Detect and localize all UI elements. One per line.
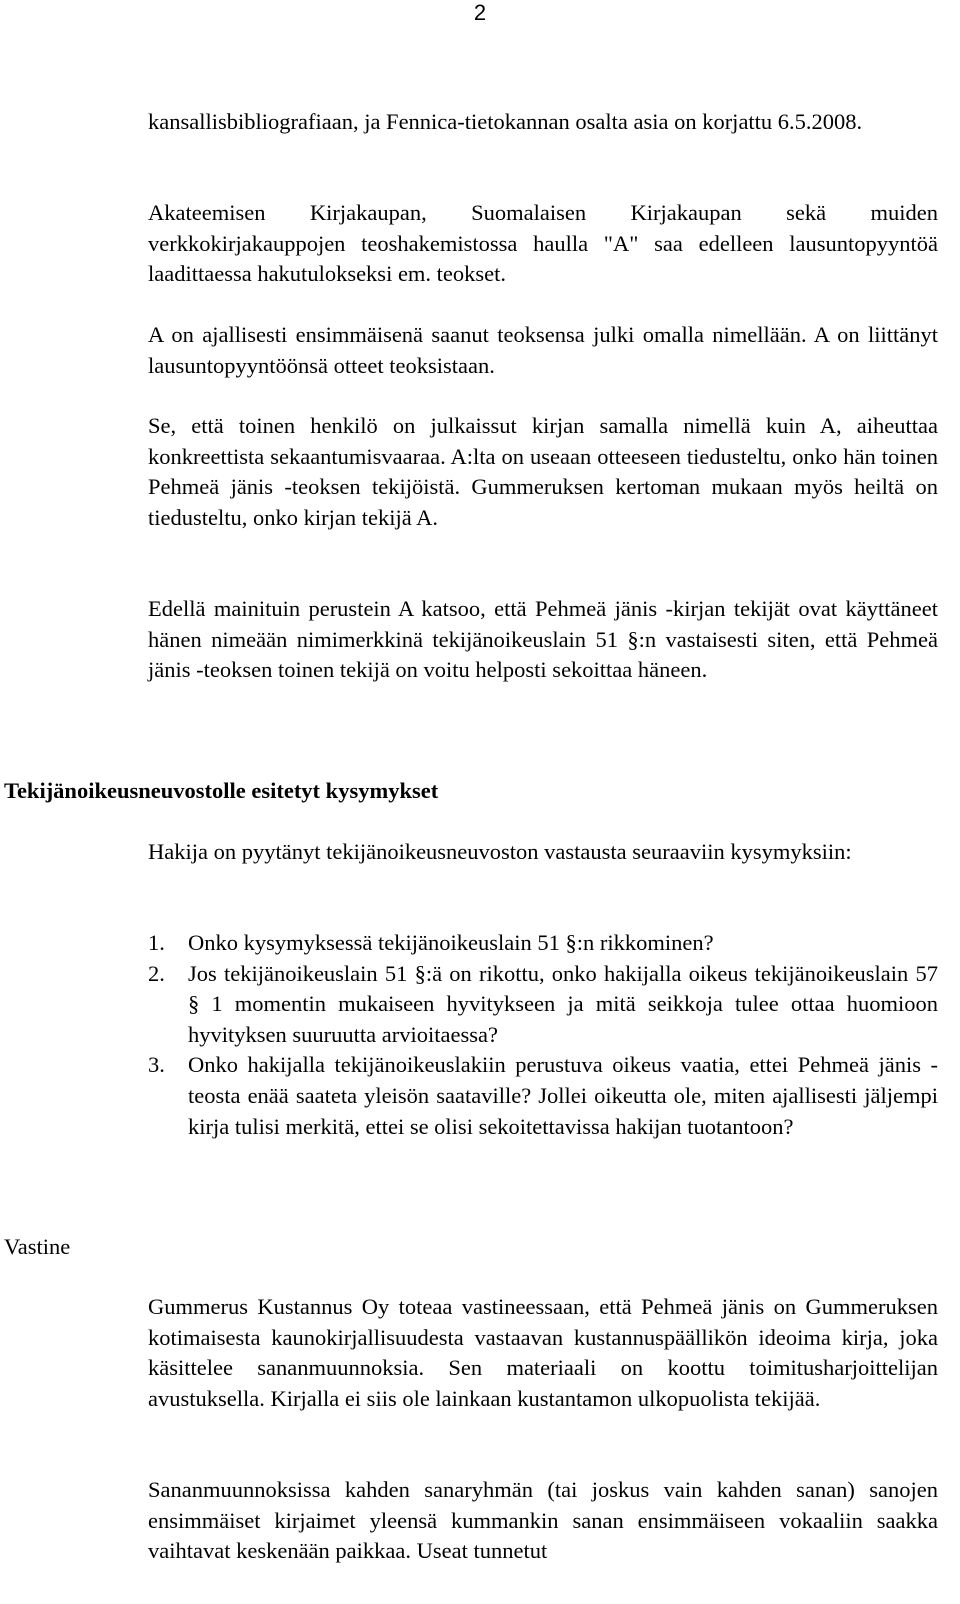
list-item-number: 1.	[148, 930, 165, 955]
paragraph-confusion-risk: Se, että toinen henkilö on julkaissut kirjan samalla nimellä kuin A, aiheuttaa konkreettista sekaantumisvaaraa. A:lta on useaan otteeseen tiedusteltu, onko hän toinen Pehmeä jänis -teoksen tekijöistä. Gummeruksen kertoman mukaan myös heiltä on tiedusteltu, onko kirjan tekijä A.	[148, 413, 938, 530]
paragraph-first-published: A on ajallisesti ensimmäisenä saanut teoksensa julki omalla nimellään. A on liittänyt lausuntopyyntöönsä otteet teoksistaan.	[148, 322, 938, 378]
paragraph-bibliography: kansallisbibliografiaan, ja Fennica-tietokannan osalta asia on korjattu 6.5.2008.	[148, 109, 863, 134]
list-item-number: 3.	[148, 1052, 165, 1078]
paragraph-questions-intro: Hakija on pyytänyt tekijänoikeusneuvoston vastausta seuraaviin kysymyksiin:	[148, 839, 852, 864]
list-item	[148, 959, 938, 1051]
paragraph-claim: Edellä mainituin perustein A katsoo, että Pehmeä jänis -kirjan tekijät ovat käyttäneet hänen nimeään nimimerkkinä tekijänoikeuslain 51 §:n vastaisesti siten, että Pehmeä jänis -teoksen toinen tekijä on voitu helposti sekoittaa häneen.	[148, 596, 938, 683]
list-item	[148, 1050, 938, 1142]
questions-list	[148, 928, 938, 1142]
list-item-number: 2.	[148, 960, 165, 986]
list-item	[148, 928, 938, 959]
list-item-text: Onko kysymyksessä tekijänoikeuslain 51 §:n rikkominen?	[188, 930, 714, 955]
paragraph-wordplay: Sananmuunnoksissa kahden sanaryhmän (tai joskus vain kahden sanan) sanojen ensimmäiset kirjaimet yleensä kummankin sanan ensimmäiseen vokaaliin saakka vaihtavat keskenään paikkaa. Useat tunnetut	[148, 1477, 938, 1564]
section-heading-questions: Tekijänoikeusneuvostolle esitetyt kysymykset	[4, 778, 439, 803]
list-item-text: Jos tekijänoikeuslain 51 §:ä on rikottu, onko hakijalla oikeus tekijänoikeuslain 57 § 1 momentin mukaiseen hyvitykseen ja mitä seikkoja tulee ottaa huomioon hyvityksen suuruutta arvioitaessa?	[188, 960, 938, 1047]
paragraph-response-main: Gummerus Kustannus Oy toteaa vastineessaan, että Pehmeä jänis on Gummeruksen kotimaisesta kaunokirjallisuudesta vastaavan kustannuspäällikön ideoima kirja, joka käsittelee sananmuunnoksia. Sen materiaali on koottu toimitusharjoittelijan avustuksella. Kirjalla ei siis ole lainkaan kustantamon ulkopuolista tekijää.	[148, 1294, 938, 1411]
section-heading-response: Vastine	[4, 1234, 71, 1259]
page-number: 2	[473, 0, 487, 25]
paragraph-bookstores: Akateemisen Kirjakaupan, Suomalaisen Kirjakaupan sekä muiden verkkokirjakauppojen teoshakemistossa haulla "A" saa edelleen lausuntopyyntöä laadittaessa hakutulokseksi em. teokset.	[148, 200, 938, 287]
list-item-text: Onko hakijalla tekijänoikeuslakiin perustuva oikeus vaatia, ettei Pehmeä jänis -teosta enää saateta yleisön saataville? Jollei oikeutta ole, miten ajallisesti jäljempi kirja tulisi merkitä, ettei se olisi sekoitettavissa hakijan tuotantoon?	[188, 1052, 938, 1139]
